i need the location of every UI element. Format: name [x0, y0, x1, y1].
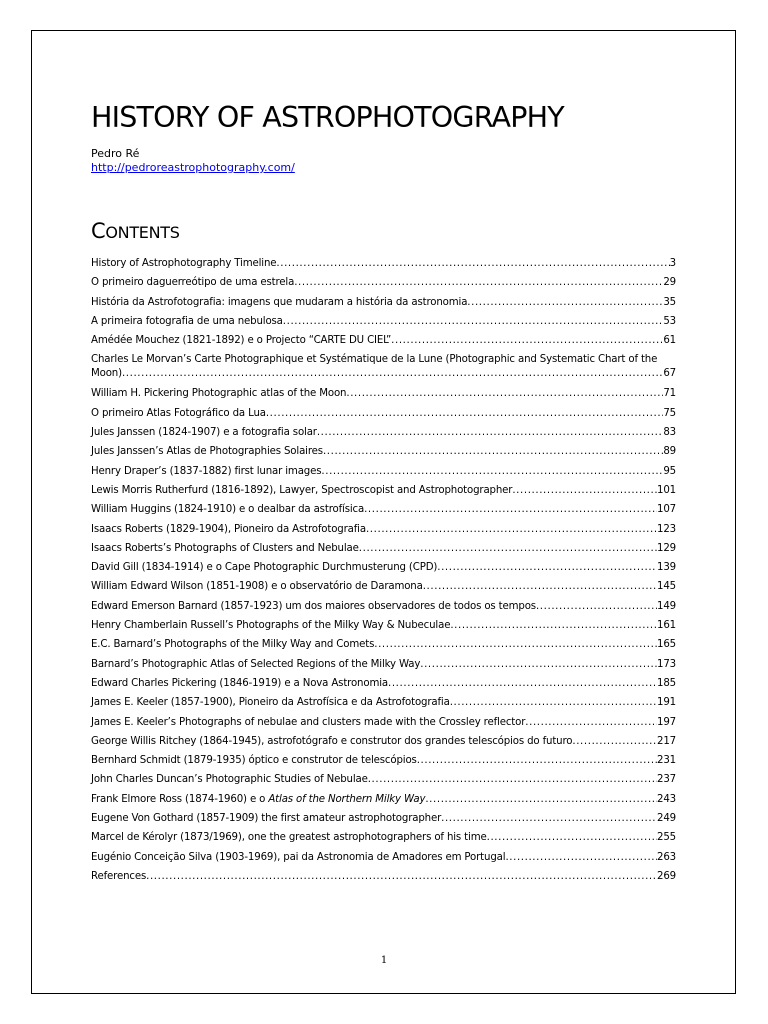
toc-entry-title-italic: Atlas of the Northern Milky Way: [268, 793, 426, 805]
toc-leader-dots: [388, 677, 657, 691]
toc-leader-dots: [391, 334, 663, 348]
toc-leader-dots: [359, 542, 657, 556]
toc-entry[interactable]: [91, 296, 676, 315]
toc-entry-title: Amédée Mouchez (1821-1892) e o Projecto “CARTE DU CIEL”: [91, 335, 392, 347]
toc-entry-page: 61: [663, 335, 676, 347]
toc-entry-page: 3: [669, 258, 676, 269]
toc-entry-title: George Willis Ritchey (1864-1945), astrofotógrafo e construtor dos grandes telescópios do futuro: [91, 735, 573, 747]
toc-leader-dots: [536, 600, 657, 614]
toc-entry-page: 255: [657, 832, 676, 844]
toc-entry[interactable]: [91, 619, 676, 638]
toc-leader-dots: [450, 619, 657, 633]
toc-entry[interactable]: [91, 677, 676, 696]
toc-entry[interactable]: [91, 276, 676, 295]
toc-leader-dots: [346, 387, 663, 401]
toc-entry-title: Edward Charles Pickering (1846-1919) e a Nova Astronomia: [91, 677, 388, 689]
toc-entry-page: 197: [657, 716, 676, 728]
toc-entry[interactable]: [91, 773, 676, 792]
toc-leader-dots: [374, 638, 657, 652]
toc-entry-page: 107: [657, 504, 676, 516]
toc-entry-title: Edward Emerson Barnard (1857-1923) um dos maiores observadores de todos os tempos: [91, 600, 536, 612]
toc-leader-dots: [420, 658, 657, 672]
page-number: 1: [380, 955, 388, 966]
toc-entry-page: 165: [657, 639, 676, 651]
toc-entry[interactable]: [91, 561, 676, 580]
toc-entry-title: Henry Draper’s (1837-1882) first lunar images: [91, 465, 322, 477]
toc-entry-title: Eugene Von Gothard (1857-1909) the first amateur astrophotographer: [91, 813, 442, 825]
toc-entry[interactable]: [91, 870, 676, 889]
author-name: Pedro Ré: [91, 147, 140, 160]
toc-entry-title: Eugénio Conceição Silva (1903-1969), pai da Astronomia de Amadores em Portugal: [91, 851, 506, 863]
toc-entry[interactable]: [91, 445, 676, 464]
toc-leader-dots: [512, 484, 657, 498]
toc-leader-dots: [505, 851, 657, 865]
table-of-contents: [91, 257, 676, 889]
toc-entry[interactable]: [91, 600, 676, 619]
toc-leader-dots: [364, 503, 657, 517]
toc-entry-title: [91, 793, 425, 807]
toc-leader-dots: [423, 580, 657, 594]
toc-entry[interactable]: [91, 465, 676, 484]
toc-entry-title-line1: Charles Le Morvan’s Carte Photographique et Systématique de la Lune (Photographic and Systematic Chart of the: [91, 354, 658, 366]
toc-leader-dots: [323, 445, 663, 459]
toc-leader-dots: [572, 735, 657, 749]
toc-leader-dots: [467, 296, 663, 310]
toc-leader-dots: [368, 773, 657, 787]
toc-leader-dots: [266, 407, 663, 421]
toc-entry-title: E.C. Barnard’s Photographs of the Milky Way and Comets: [91, 639, 375, 651]
toc-entry[interactable]: [91, 334, 676, 353]
toc-leader-dots: [437, 561, 657, 575]
toc-entry-title: William Huggins (1824-1910) e o dealbar da astrofísica: [91, 504, 365, 516]
toc-entry-page: 139: [657, 562, 676, 574]
toc-entry[interactable]: [91, 735, 676, 754]
toc-entry-page: 29: [663, 277, 676, 289]
toc-entry-page: 95: [663, 465, 676, 477]
toc-entry-page: 123: [657, 523, 676, 535]
toc-entry[interactable]: [91, 793, 676, 812]
contents-heading: [91, 216, 180, 248]
document-title: HISTORY OF ASTROPHOTOGRAPHY: [91, 101, 564, 134]
toc-entry-title: Isaacs Roberts (1829-1904), Pioneiro da Astrofotografia: [91, 523, 366, 535]
toc-entry-title: William Edward Wilson (1851-1908) e o observatório de Daramona: [91, 581, 423, 593]
toc-entry-title: Isaacs Roberts’s Photographs of Clusters and Nebulae: [91, 542, 359, 554]
toc-entry-title: John Charles Duncan’s Photographic Studies of Nebulae: [91, 774, 368, 786]
toc-leader-dots: [450, 696, 657, 710]
toc-entry-page: 269: [657, 870, 676, 882]
toc-entry-title-line2: Moon): [91, 368, 122, 380]
toc-entry[interactable]: [91, 812, 676, 831]
toc-leader-dots: [122, 367, 663, 381]
toc-entry-page: 191: [657, 697, 676, 709]
toc-entry-page: 217: [657, 735, 676, 747]
toc-entry-page: 173: [657, 658, 676, 670]
toc-entry-title: Lewis Morris Rutherfurd (1816-1892), Lawyer, Spectroscopist and Astrophotographer: [91, 484, 513, 496]
toc-entry[interactable]: [91, 387, 676, 406]
toc-entry-title-prefix: Frank Elmore Ross (1874-1960) e o: [91, 793, 269, 805]
toc-leader-dots: [417, 754, 657, 768]
toc-leader-dots: [487, 831, 657, 845]
toc-entry-page: 243: [657, 793, 676, 805]
toc-leader-dots: [441, 812, 657, 826]
toc-entry[interactable]: [91, 542, 676, 561]
toc-entry-page: 129: [657, 542, 676, 554]
toc-entry-page: 149: [657, 600, 676, 612]
toc-entry-title: Jules Janssen (1824-1907) e a fotografia solar: [91, 427, 317, 439]
toc-leader-dots: [294, 276, 663, 290]
toc-entry-title: Jules Janssen’s Atlas de Photographies Solaires: [91, 446, 323, 458]
toc-entry-page: 71: [663, 388, 676, 400]
author-website-link[interactable]: http://pedroreastrophotography.com/: [91, 161, 295, 174]
toc-entry-title: William H. Pickering Photographic atlas of the Moon: [91, 388, 347, 400]
toc-entry-page: 145: [657, 581, 676, 593]
toc-entry-title: Bernhard Schmidt (1879-1935) óptico e construtor de telescópios: [91, 755, 417, 767]
toc-entry-page: 231: [657, 755, 676, 767]
toc-entry[interactable]: [91, 426, 676, 445]
toc-entry[interactable]: [91, 831, 676, 850]
toc-entry-title: Marcel de Kérolyr (1873/1969), one the greatest astrophotographers of his time: [91, 832, 487, 844]
toc-entry-page: 89: [663, 446, 676, 458]
toc-entry-page: 35: [663, 296, 676, 308]
toc-entry[interactable]: [91, 580, 676, 599]
toc-entry-title: Henry Chamberlain Russell’s Photographs of the Milky Way & Nubeculae: [91, 620, 451, 632]
toc-entry-page: 75: [663, 407, 676, 419]
toc-entry-page: 101: [657, 484, 676, 496]
toc-entry-title: James E. Keeler’s Photographs of nebulae and clusters made with the Crossley reflector: [91, 716, 526, 728]
toc-entry-title: O primeiro daguerreótipo de uma estrela: [91, 277, 295, 289]
toc-entry[interactable]: [91, 407, 676, 426]
toc-entry[interactable]: [91, 851, 676, 870]
toc-entry-title: História da Astrofotografia: imagens que mudaram a história da astronomia: [91, 296, 468, 308]
toc-entry[interactable]: [91, 716, 676, 735]
toc-leader-dots: [425, 793, 657, 807]
toc-leader-dots: [146, 870, 657, 884]
toc-entry-page: 237: [657, 774, 676, 786]
contents-heading-rest: ONTENTS: [105, 223, 180, 242]
toc-entry[interactable]: [91, 658, 676, 677]
toc-leader-dots: [321, 465, 663, 479]
toc-entry[interactable]: [91, 315, 676, 334]
toc-leader-dots: [525, 716, 657, 730]
toc-entry-page: 263: [657, 851, 676, 863]
toc-leader-dots: [283, 315, 664, 329]
toc-entry-page: 67: [663, 368, 676, 380]
contents-heading-initial: C: [91, 219, 106, 243]
toc-entry[interactable]: [91, 638, 676, 657]
toc-leader-dots: [276, 257, 669, 271]
toc-leader-dots: [366, 523, 657, 537]
toc-entry-page: 161: [657, 620, 676, 632]
toc-entry-title: History of Astrophotography Timeline: [91, 258, 277, 269]
toc-entry-page: 249: [657, 813, 676, 825]
toc-entry-title: James E. Keeler (1857-1900), Pioneiro da Astrofísica e da Astrofotografia: [91, 697, 450, 709]
toc-entry-page: 83: [663, 427, 676, 439]
toc-entry[interactable]: [91, 503, 676, 522]
toc-entry[interactable]: [91, 484, 676, 503]
toc-entry-page: 185: [657, 677, 676, 689]
toc-entry-title: A primeira fotografia de uma nebulosa: [91, 315, 283, 327]
toc-entry[interactable]: [91, 523, 676, 542]
toc-entry-title: References: [91, 870, 147, 882]
toc-entry[interactable]: [91, 754, 676, 773]
toc-entry-page: 53: [663, 315, 676, 327]
toc-leader-dots: [317, 426, 663, 440]
toc-entry-title: Barnard’s Photographic Atlas of Selected Regions of the Milky Way: [91, 658, 421, 670]
toc-entry-title: David Gill (1834-1914) e o Cape Photographic Durchmusterung (CPD): [91, 562, 438, 574]
toc-entry-title: O primeiro Atlas Fotográfico da Lua: [91, 407, 266, 419]
toc-entry[interactable]: [91, 257, 676, 276]
toc-entry[interactable]: [91, 696, 676, 715]
toc-entry[interactable]: [91, 353, 676, 387]
